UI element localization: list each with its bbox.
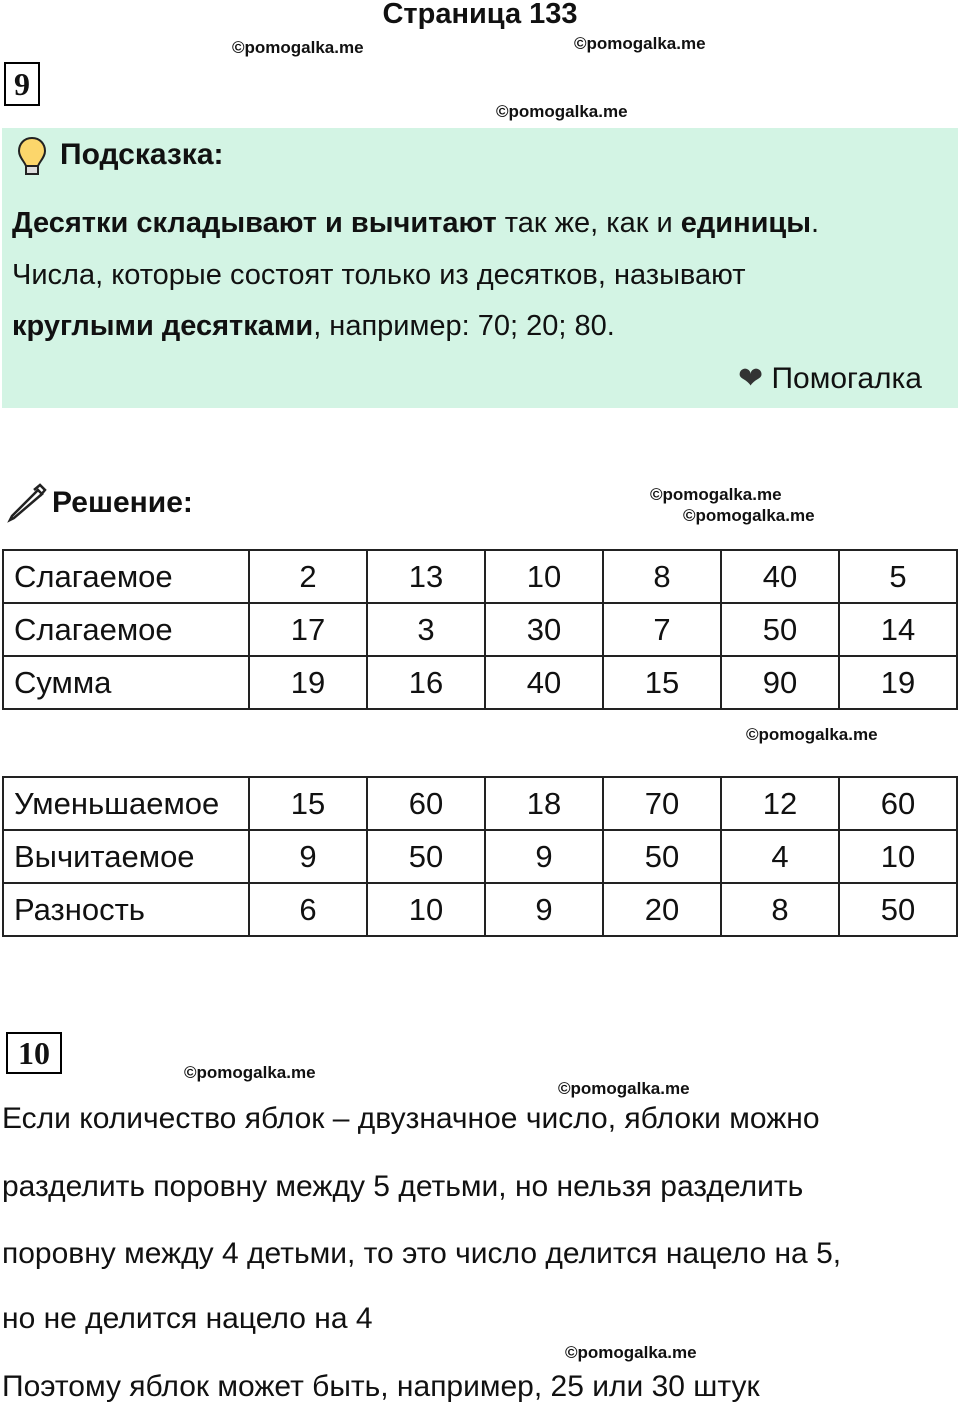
watermark: ©pomogalka.me bbox=[565, 1343, 697, 1362]
hint-line-3 bbox=[12, 309, 615, 343]
watermark: ©pomogalka.me bbox=[558, 1079, 690, 1098]
hint-label: Подсказка: bbox=[60, 138, 224, 171]
table-cell: 60 bbox=[839, 777, 957, 830]
hint-line-1 bbox=[12, 206, 819, 240]
table-cell: 50 bbox=[367, 830, 485, 883]
table-cell: 60 bbox=[367, 777, 485, 830]
table-cell: 12 bbox=[721, 777, 839, 830]
bold-text: круглыми десятками bbox=[12, 310, 314, 342]
table-row bbox=[3, 603, 957, 656]
table-cell: 8 bbox=[603, 550, 721, 603]
table-cell: 19 bbox=[249, 656, 367, 709]
table-row bbox=[3, 550, 957, 603]
table-cell: 10 bbox=[367, 883, 485, 936]
answer-line: Поэтому яблок может быть, например, 25 или 30 штук bbox=[2, 1370, 760, 1403]
hint-line-2: Числа, которые состоят только из десятков, называют bbox=[12, 259, 746, 291]
table-cell: 6 bbox=[249, 883, 367, 936]
table-cell: 7 bbox=[603, 603, 721, 656]
signature-text: Помогалка bbox=[771, 362, 922, 395]
table-cell: 9 bbox=[485, 830, 603, 883]
lightbulb-icon bbox=[16, 136, 48, 178]
task-number-9: 9 bbox=[4, 62, 40, 106]
table-cell: 5 bbox=[839, 550, 957, 603]
page-title: Страница 133 bbox=[382, 0, 578, 30]
answer-line: поровну между 4 детьми, то это число делится нацело на 5, bbox=[2, 1237, 842, 1270]
text: , например: 70; 20; 80. bbox=[313, 310, 615, 342]
answer-line: Если количество яблок – двузначное число, яблоки можно bbox=[2, 1102, 820, 1135]
table-cell: 16 bbox=[367, 656, 485, 709]
table-cell: 8 bbox=[721, 883, 839, 936]
watermark: ©pomogalka.me bbox=[232, 38, 364, 57]
table-cell: 10 bbox=[485, 550, 603, 603]
addition-table bbox=[2, 549, 958, 710]
answer-line: разделить поровну между 5 детьми, но нельзя разделить bbox=[2, 1170, 804, 1203]
row-header: Разность bbox=[3, 883, 249, 936]
table-cell: 2 bbox=[249, 550, 367, 603]
table-cell: 14 bbox=[839, 603, 957, 656]
table-cell: 9 bbox=[249, 830, 367, 883]
task-number-10: 10 bbox=[6, 1032, 62, 1074]
table-row bbox=[3, 830, 957, 883]
table-row bbox=[3, 883, 957, 936]
table-cell: 30 bbox=[485, 603, 603, 656]
table-cell: 40 bbox=[721, 550, 839, 603]
table-cell: 17 bbox=[249, 603, 367, 656]
row-header: Слагаемое bbox=[3, 550, 249, 603]
table-cell: 70 bbox=[603, 777, 721, 830]
answer-line: но не делится нацело на 4 bbox=[2, 1302, 373, 1335]
table-cell: 50 bbox=[603, 830, 721, 883]
table-cell: 50 bbox=[721, 603, 839, 656]
watermark: ©pomogalka.me bbox=[184, 1063, 316, 1082]
table-cell: 50 bbox=[839, 883, 957, 936]
bold-text: единицы bbox=[680, 207, 812, 239]
signature bbox=[738, 362, 922, 396]
pencil-icon bbox=[6, 482, 48, 524]
table-cell: 4 bbox=[721, 830, 839, 883]
bold-text: Десятки складывают и вычитают bbox=[12, 207, 497, 239]
table-cell: 90 bbox=[721, 656, 839, 709]
row-header: Слагаемое bbox=[3, 603, 249, 656]
solution-label: Решение: bbox=[52, 486, 193, 519]
watermark: ©pomogalka.me bbox=[650, 485, 782, 504]
table-cell: 10 bbox=[839, 830, 957, 883]
row-header: Уменьшаемое bbox=[3, 777, 249, 830]
table-row bbox=[3, 777, 957, 830]
table-cell: 15 bbox=[603, 656, 721, 709]
text: . bbox=[811, 207, 820, 239]
watermark: ©pomogalka.me bbox=[574, 34, 706, 53]
table-cell: 9 bbox=[485, 883, 603, 936]
table-cell: 40 bbox=[485, 656, 603, 709]
row-header: Сумма bbox=[3, 656, 249, 709]
watermark: ©pomogalka.me bbox=[683, 506, 815, 525]
text: так же, как и bbox=[496, 207, 681, 239]
table-row bbox=[3, 656, 957, 709]
table-cell: 13 bbox=[367, 550, 485, 603]
watermark: ©pomogalka.me bbox=[746, 725, 878, 744]
subtraction-table bbox=[2, 776, 958, 937]
table-cell: 18 bbox=[485, 777, 603, 830]
heart-icon: ❤ bbox=[738, 362, 764, 395]
table-cell: 20 bbox=[603, 883, 721, 936]
watermark: ©pomogalka.me bbox=[496, 102, 628, 121]
table-cell: 19 bbox=[839, 656, 957, 709]
table-cell: 3 bbox=[367, 603, 485, 656]
row-header: Вычитаемое bbox=[3, 830, 249, 883]
table-cell: 15 bbox=[249, 777, 367, 830]
